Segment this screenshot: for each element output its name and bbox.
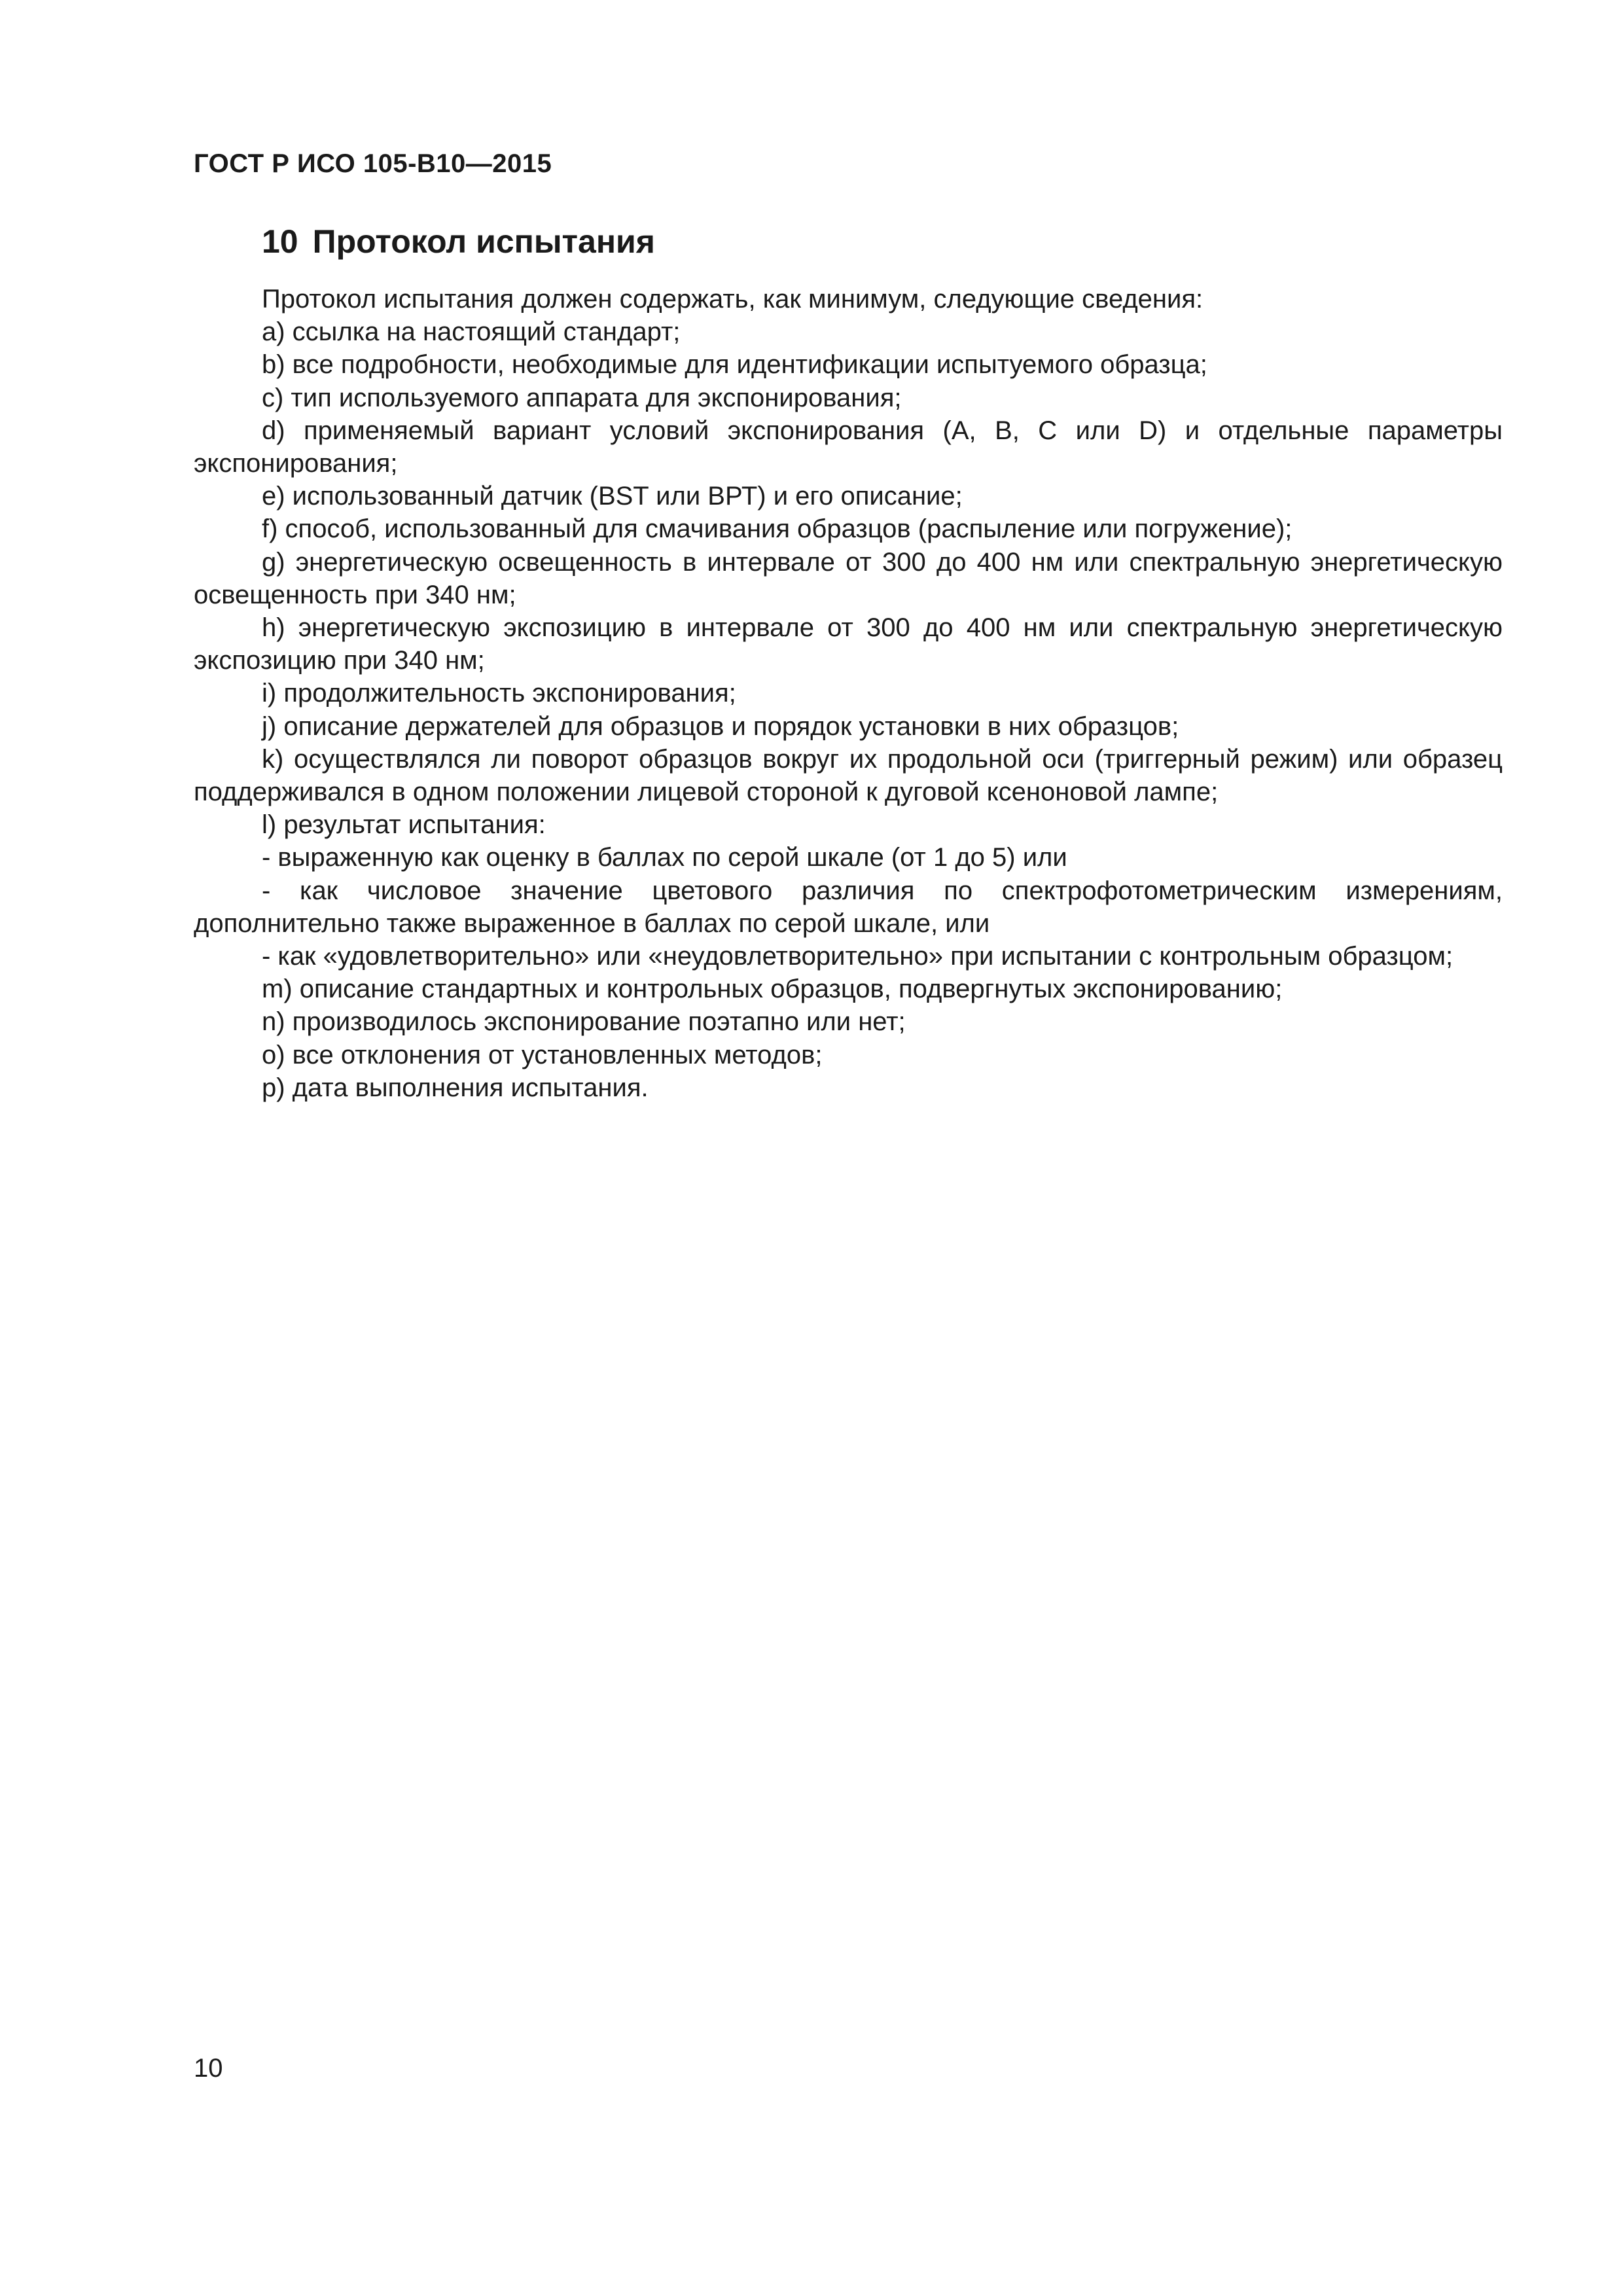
list-item-c: с) тип используемого аппарата для экспонирования; [262, 383, 902, 412]
list-item-k: k) осуществлялся ли поворот образцов вокруг их продольной оси (триггерный режим) или образец поддерживался в одном положении лицевой стороной к дуговой ксеноновой лампе; [194, 744, 1503, 807]
sub-item-grey-scale: - выраженную как оценку в баллах по серой шкале (от 1 до 5) или [262, 843, 1067, 872]
list-item-o: о) все отклонения от установленных методов; [262, 1040, 823, 1069]
list-item-d: d) применяемый вариант условий экспонирования (А, В, С или D) и отдельные параметры экспонирования; [194, 416, 1503, 478]
list-item-p: р) дата выполнения испытания. [262, 1073, 649, 1102]
list-item-n: n) производилось экспонирование поэтапно или нет; [262, 1007, 906, 1037]
list-item-b: b) все подробности, необходимые для идентификации испытуемого образца; [262, 350, 1207, 380]
list-item-e: е) использованный датчик (BST или ВРТ) и его описание; [262, 482, 963, 511]
list-item-j: j) описание держателей для образцов и порядок установки в них образцов; [262, 711, 1179, 741]
list-item-h: h) энергетическую экспозицию в интервале от 300 до 400 нм или спектральную энергетическую экспозицию при 340 нм; [194, 613, 1503, 675]
sub-item-pass-fail: - как «удовлетворительно» или «неудовлетворительно» при испытании с контрольным образцом; [262, 942, 1454, 971]
section-number: 10 [262, 223, 298, 260]
section-heading [262, 223, 655, 260]
section-title: Протокол испытания [312, 223, 655, 260]
list-item-i: i) продолжительность экспонирования; [262, 679, 736, 708]
page-number: 10 [194, 2054, 223, 2083]
list-item-f: f) способ, использованный для смачивания образцов (распыление или погружение); [262, 514, 1293, 544]
list-item-m: m) описание стандартных и контрольных образцов, подвергнутых экспонированию; [262, 975, 1283, 1004]
document-header: ГОСТ Р ИСО 105-В10—2015 [194, 149, 552, 178]
list-item-l: l) результат испытания: [262, 810, 546, 840]
paragraph-intro: Протокол испытания должен содержать, как минимум, следующие сведения: [262, 285, 1204, 314]
section-body [194, 283, 1503, 1104]
list-item-a: а) ссылка на настоящий стандарт; [262, 317, 681, 347]
sub-item-color-difference: - как числовое значение цветового различия по спектрофотометрическим измерениям, дополнительно также выраженное в баллах по серой шкале, или [194, 876, 1503, 938]
list-item-g: g) энергетическую освещенность в интервале от 300 до 400 нм или спектральную энергетическую освещенность при 340 нм; [194, 547, 1503, 609]
